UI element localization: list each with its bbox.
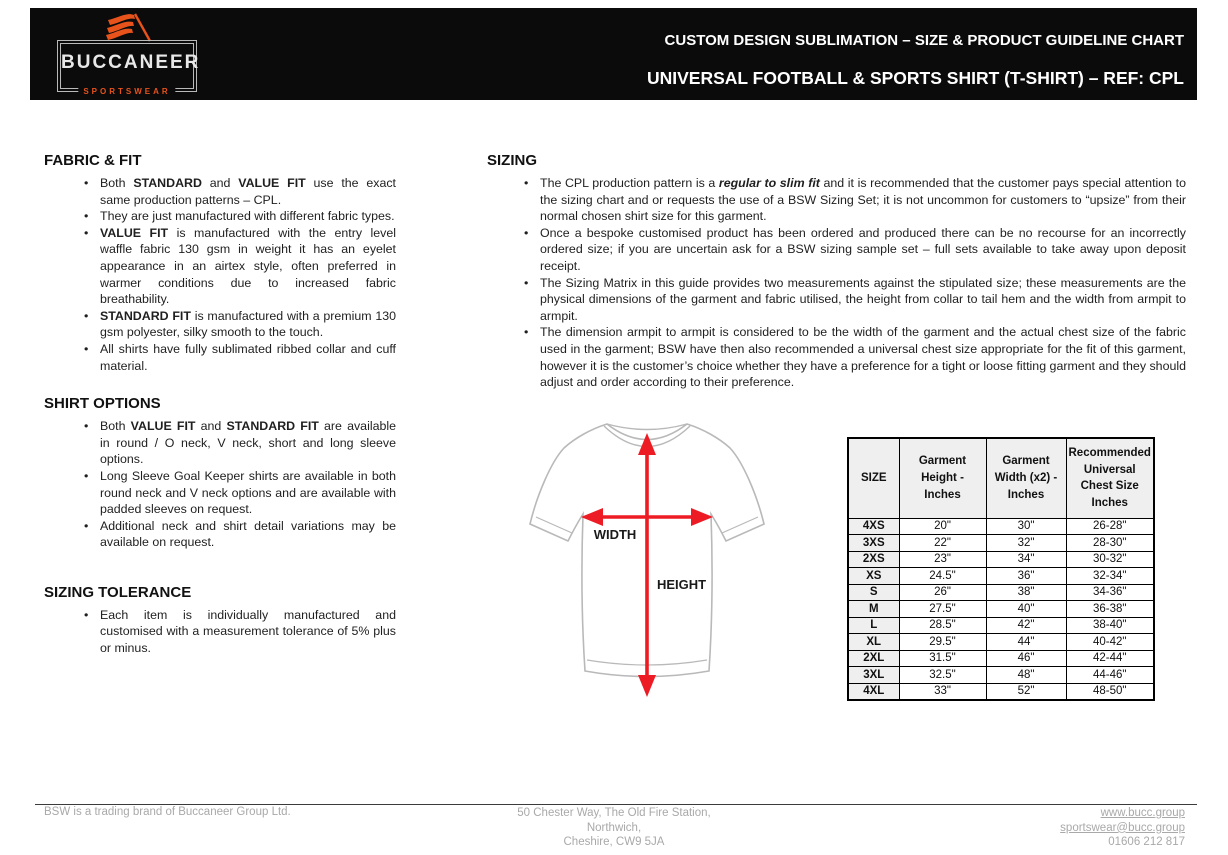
section-sizing — [487, 152, 1186, 391]
size-value-cell: 48" — [986, 667, 1066, 684]
size-value-cell: 40" — [986, 601, 1066, 618]
table-row — [848, 634, 1154, 651]
product-title: UNIVERSAL FOOTBALL & SPORTS SHIRT (T-SHIRT) – REF: CPL — [646, 68, 1184, 88]
height-label: HEIGHT — [657, 577, 707, 592]
header-bar — [30, 8, 1197, 100]
bullet-item: • VALUE FIT is manufactured with the entry level waffle fabric 130 gsm in weight it has an eyelet appearance in an airtex style, often preferred in warmer conditions due to increased fabric breathability. — [100, 225, 396, 308]
size-label-cell: 3XL — [848, 667, 899, 684]
brand-subtitle: SPORTSWEAR — [78, 87, 175, 96]
header-titles — [284, 8, 1184, 89]
size-label-cell: S — [848, 584, 899, 601]
section-heading: SHIRT OPTIONS — [44, 395, 161, 413]
size-value-cell: 30-32" — [1066, 551, 1154, 568]
left-column — [44, 152, 396, 657]
size-value-cell: 31.5" — [899, 650, 986, 667]
size-value-cell: 52" — [986, 683, 1066, 700]
size-label-cell: 2XS — [848, 551, 899, 568]
size-value-cell: 38-40" — [1066, 617, 1154, 634]
column-header: SIZE — [848, 438, 899, 518]
size-value-cell: 26" — [899, 584, 986, 601]
brand-name: BUCCANEER — [61, 52, 201, 73]
bullet-item: • STANDARD FIT is manufactured with a premium 130 gsm polyester, silky smooth to the touch. — [100, 308, 396, 341]
column-header: Garment Width (x2) - Inches — [986, 438, 1066, 518]
width-label: WIDTH — [593, 527, 637, 542]
bullet-item: • The CPL production pattern is a regular to slim fit and it is recommended that the customer pays special attention to the sizing chart and or requests the use of a BSW Sizing Set; it is not uncommon for customers to “upsize” from their normal chosen shirt size for this garment. — [540, 175, 1186, 225]
contact-link[interactable]: sportswear@bucc.group — [1060, 821, 1185, 834]
bullet-item: • Once a bespoke customised product has been ordered and produced there can be no recourse for an incorrectly ordered size; if you are uncertain ask for a BSW sizing sample set – full sets available to take away upon deposit receipt. — [540, 225, 1186, 275]
size-chart-table — [847, 437, 1155, 701]
section-sizing-tolerance — [44, 584, 396, 657]
size-label-cell: 3XS — [848, 535, 899, 552]
bullet-item: • Each item is individually manufactured and customised with a measurement tolerance of 5% plus or minus. — [100, 607, 396, 657]
table-row — [848, 584, 1154, 601]
table-row — [848, 518, 1154, 535]
size-value-cell: 27.5" — [899, 601, 986, 618]
size-label-cell: XL — [848, 634, 899, 651]
size-value-cell: 20" — [899, 518, 986, 535]
section-heading: SIZING — [487, 152, 538, 169]
size-value-cell: 48-50" — [1066, 683, 1154, 700]
table-row — [848, 650, 1154, 667]
section-shirt-options — [44, 395, 396, 551]
bullet-item: • They are just manufactured with different fabric types. — [100, 208, 396, 225]
size-label-cell: L — [848, 617, 899, 634]
footer-contacts — [1060, 806, 1185, 850]
size-value-cell: 32-34" — [1066, 568, 1154, 585]
address-line: Northwich, — [586, 821, 642, 834]
address-line: Cheshire, CW9 5JA — [563, 836, 665, 849]
size-label-cell: 2XL — [848, 650, 899, 667]
size-value-cell: 28.5" — [899, 617, 986, 634]
bullet-item: • All shirts have fully sublimated ribbed collar and cuff material. — [100, 341, 396, 374]
bullet-item: • Additional neck and shirt detail variations may be available on request. — [100, 518, 396, 551]
column-header: Garment Height - Inches — [899, 438, 986, 518]
size-label-cell: 4XS — [848, 518, 899, 535]
size-value-cell: 23" — [899, 551, 986, 568]
size-value-cell: 38" — [986, 584, 1066, 601]
flag-icon — [94, 12, 156, 44]
shirt-measurement-diagram — [523, 411, 811, 705]
size-label-cell: 4XL — [848, 683, 899, 700]
size-value-cell: 40-42" — [1066, 634, 1154, 651]
size-value-cell: 29.5" — [899, 634, 986, 651]
right-column — [487, 152, 1186, 391]
address-line: 50 Chester Way, The Old Fire Station, — [517, 807, 711, 819]
bullet-item: • Long Sleeve Goal Keeper shirts are available in both round neck and V neck options and are available with padded sleeves on request. — [100, 468, 396, 518]
size-value-cell: 30" — [986, 518, 1066, 535]
size-value-cell: 36" — [986, 568, 1066, 585]
logo-frame — [60, 43, 201, 96]
table-row — [848, 617, 1154, 634]
size-value-cell: 46" — [986, 650, 1066, 667]
bullet-item: • The Sizing Matrix in this guide provides two measurements against the stipulated size; these measurements are the physical dimensions of the garment and fabric utilised, the height from collar to tail hem and the width from armpit to armpit. — [540, 275, 1186, 325]
size-value-cell: 24.5" — [899, 568, 986, 585]
bullet-item: • Both STANDARD and VALUE FIT use the exact same production patterns – CPL. — [100, 175, 396, 208]
bullet-item: • Both VALUE FIT and STANDARD FIT are available in round / O neck, V neck, short and long sleeve options. — [100, 418, 396, 468]
section-heading: FABRIC & FIT — [44, 152, 142, 169]
footer-trading-note: BSW is a trading brand of Buccaneer Group Ltd. — [44, 806, 291, 818]
section-heading: SIZING TOLERANCE — [44, 583, 192, 601]
footer-address — [429, 806, 799, 850]
contact-phone: 01606 212 817 — [1108, 836, 1185, 849]
table-row — [848, 601, 1154, 618]
section-fabric-fit — [44, 152, 396, 374]
table-row — [848, 568, 1154, 585]
table-row — [848, 551, 1154, 568]
size-value-cell: 42-44" — [1066, 650, 1154, 667]
size-value-cell: 34-36" — [1066, 584, 1154, 601]
document-title: CUSTOM DESIGN SUBLIMATION – SIZE & PRODUCT GUIDELINE CHART — [664, 32, 1184, 49]
size-value-cell: 32" — [986, 535, 1066, 552]
table-row — [848, 667, 1154, 684]
bullet-item: • The dimension armpit to armpit is considered to be the width of the garment and the actual chest size of the fabric used in the garment; BSW have then also recommended a universal chest size appropriate for the fit of this garment, however it is the customer’s choice whether they have a preference for a tight or loose fitting garment and they should adjust and order according to their preference. — [540, 324, 1186, 390]
column-header: Recommended Universal Chest Size Inches — [1066, 438, 1154, 518]
footer-divider — [35, 804, 1197, 805]
tshirt-outline-icon — [523, 411, 811, 705]
size-value-cell: 34" — [986, 551, 1066, 568]
size-value-cell: 36-38" — [1066, 601, 1154, 618]
size-label-cell: XS — [848, 568, 899, 585]
size-value-cell: 44" — [986, 634, 1066, 651]
size-value-cell: 26-28" — [1066, 518, 1154, 535]
size-value-cell: 33" — [899, 683, 986, 700]
table-row — [848, 535, 1154, 552]
size-value-cell: 42" — [986, 617, 1066, 634]
contact-link[interactable]: www.bucc.group — [1100, 807, 1185, 819]
size-value-cell: 28-30" — [1066, 535, 1154, 552]
size-value-cell: 32.5" — [899, 667, 986, 684]
size-value-cell: 44-46" — [1066, 667, 1154, 684]
size-label-cell: M — [848, 601, 899, 618]
brand-logo — [58, 11, 201, 97]
size-value-cell: 22" — [899, 535, 986, 552]
table-row — [848, 683, 1154, 700]
